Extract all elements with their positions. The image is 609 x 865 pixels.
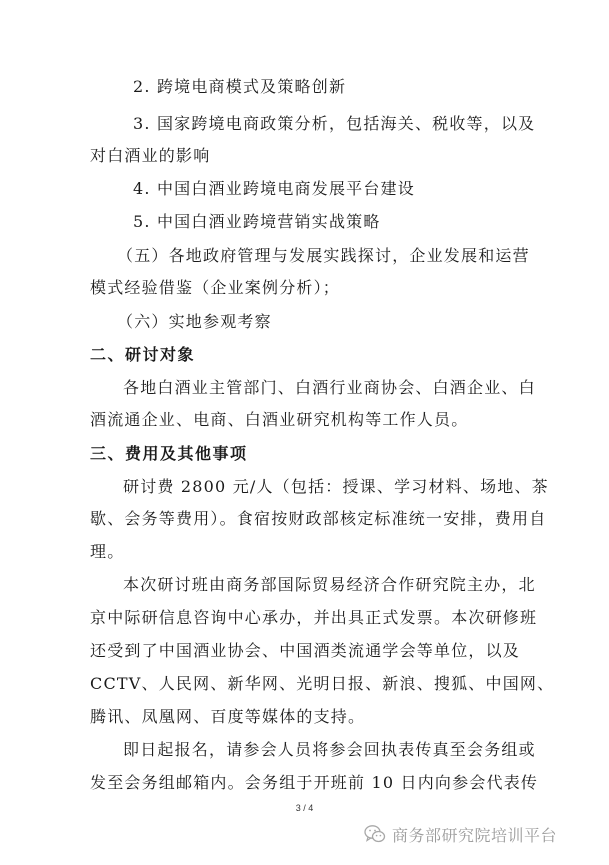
watermark	[364, 822, 557, 846]
paragraph-organizer-line-4: CCTV、人民网、新华网、光明日报、新浪、搜狐、中国网、	[90, 674, 555, 693]
watermark-text: 商务部研究院培训平台	[392, 825, 558, 845]
paragraph-participants-line-1: 各地白酒业主管部门、白酒行业商协会、白酒企业、白	[123, 378, 536, 397]
list-item-3-continued: 对白酒业的影响	[90, 146, 211, 165]
section-heading-participants: 二、研讨对象	[90, 345, 196, 364]
paragraph-registration-line-2: 发至会务组邮箱内。会务组于开班前 10 日内向参会代表传	[90, 773, 539, 792]
paragraph-participants-line-2: 酒流通企业、电商、白酒业研究机构等工作人员。	[90, 410, 469, 429]
list-item-3: 3. 国家跨境电商政策分析，包括海关、税收等，以及	[133, 114, 536, 133]
paragraph-fees-line-2: 歇、会务等费用）。食宿按财政部核定标准统一安排，费用自	[90, 509, 547, 528]
list-item-2: 2. 跨境电商模式及策略创新	[133, 77, 347, 96]
paragraph-organizer-line-5: 腾讯、凤凰网、百度等媒体的支持。	[90, 707, 366, 726]
paragraph-registration-line-1: 即日起报名，请参会人员将参会回执表传真至会务组或	[123, 740, 536, 759]
section-item-5-continued: 模式经验借鉴（企业案例分析）；	[90, 278, 341, 297]
section-heading-fees: 三、费用及其他事项	[90, 444, 248, 463]
list-item-5: 5. 中国白酒业跨境营销实战策略	[133, 212, 381, 231]
page-number: 3 / 4	[295, 803, 314, 813]
wechat-icon	[364, 824, 386, 844]
section-item-6: （六）实地参观考察	[117, 312, 272, 331]
paragraph-fees-line-3: 理。	[90, 542, 125, 561]
list-item-4: 4. 中国白酒业跨境电商发展平台建设	[133, 179, 415, 198]
paragraph-organizer-line-3: 还受到了中国酒业协会、中国酒类流通学会等单位，以及	[90, 641, 521, 660]
paragraph-organizer-line-1: 本次研讨班由商务部国际贸易经济合作研究院主办，北	[123, 575, 536, 594]
section-item-5: （五）各地政府管理与发展实践探讨，企业发展和运营	[117, 246, 530, 265]
paragraph-organizer-line-2: 京中际研信息咨询中心承办，并出具正式发票。本次研修班	[90, 608, 538, 627]
paragraph-fees-line-1: 研讨费 2800 元/人（包括：授课、学习材料、场地、茶	[123, 477, 549, 496]
